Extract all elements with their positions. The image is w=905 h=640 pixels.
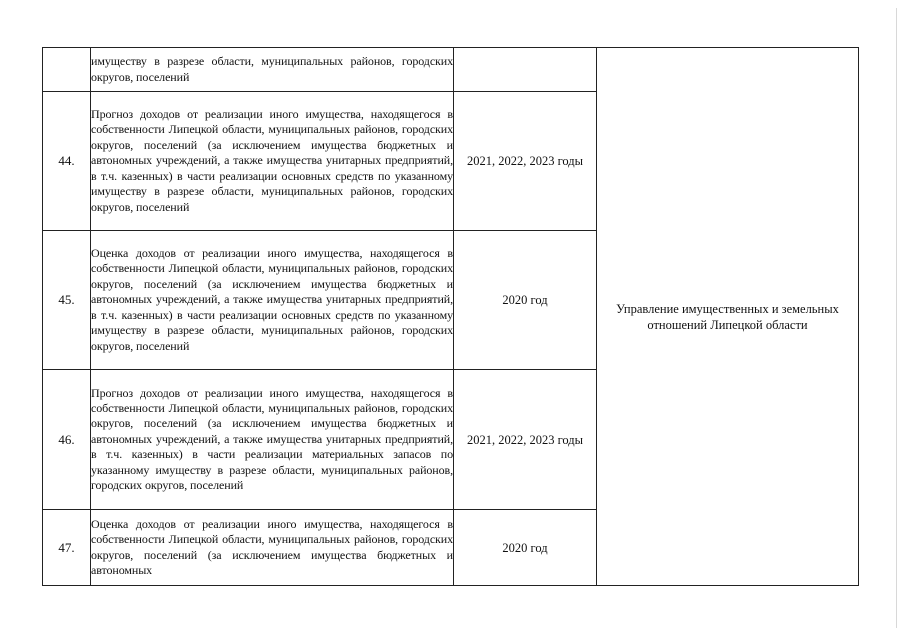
row-period: 2020 год [454, 510, 597, 586]
row-description [91, 48, 454, 92]
page-edge-line [896, 8, 897, 628]
row-description [91, 510, 454, 586]
row-description [91, 231, 454, 370]
row-description [91, 370, 454, 510]
row-description [91, 92, 454, 231]
responsible-body: Управление имущественных и земельных отношений Липецкой области [597, 48, 859, 586]
plan-table [42, 47, 859, 586]
row-description-text: Прогноз доходов от реализации иного имущества, находящегося в собственности Липецкой области, муниципальных районов, городских округов, поселений (за исключением имущества бюджетных и автономных учреждений, а также имущества унитарных предприятий, в т.ч. казенных) в части реализации материальных запасов по указанному имуществу в разрезе области, муниципальных районов, городских округов, поселений [91, 385, 453, 493]
row-number: 45. [43, 231, 91, 370]
row-number: 44. [43, 92, 91, 231]
table-row [43, 48, 859, 92]
row-period: 2021, 2022, 2023 годы [454, 92, 597, 231]
row-description-text: Прогноз доходов от реализации иного имущества, находящегося в собственности Липецкой области, муниципальных районов, городских округов, поселений (за исключением имущества бюджетных и автономных учреждений, а также имущества унитарных предприятий, в т.ч. казенных) в части реализации основных средств по указанному имуществу в разрезе области, муниципальных районов, городских округов, поселений [91, 107, 453, 214]
row-period: 2020 год [454, 231, 597, 370]
row-description-text: Оценка доходов от реализации иного имущества, находящегося в собственности Липецкой области, муниципальных районов, городских округов, поселений (за исключением имущества бюджетных и автономных учреждений, а также имущества унитарных предприятий, в т.ч. казенных) в части реализации основных средств по указанному имуществу в разрезе области, муниципальных районов, городских округов, поселений [91, 246, 453, 353]
row-number [43, 48, 91, 92]
row-number: 47. [43, 510, 91, 586]
row-description-text: Оценка доходов от реализации иного имущества, находящегося в собственности Липецкой области, муниципальных районов, городских округов, поселений (за исключением имущества бюджетных и автономных [91, 516, 453, 577]
row-number: 46. [43, 370, 91, 510]
row-description-text: имуществу в разрезе области, муниципальных районов, городских округов, поселений [91, 54, 453, 84]
row-period: 2021, 2022, 2023 годы [454, 370, 597, 510]
row-period [454, 48, 597, 92]
